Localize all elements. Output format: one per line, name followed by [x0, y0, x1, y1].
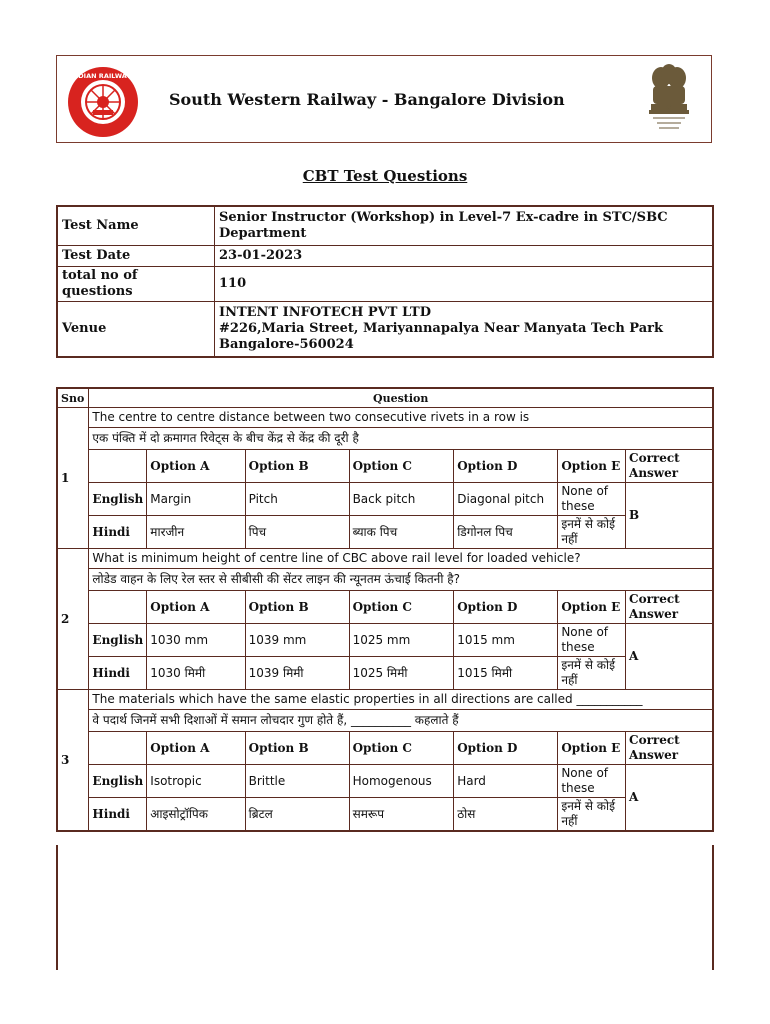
q3-en-option-e: None of these	[558, 765, 626, 798]
test-date-value: 23-01-2023	[215, 246, 714, 267]
organization-title: South Western Railway - Bangalore Division	[169, 90, 565, 109]
option-c-header: Option C	[349, 732, 454, 765]
test-date-label: Test Date	[57, 246, 215, 267]
q1-hi-option-a: मारजीन	[147, 516, 245, 549]
q2-en-option-c: 1025 mm	[349, 624, 454, 657]
q3-hi-option-c: समरूप	[349, 798, 454, 832]
q2-hi-option-c: 1025 मिमी	[349, 657, 454, 690]
venue-label: Venue	[57, 302, 215, 358]
question-2-hindi-text: लोडेड वाहन के लिए रेल स्तर से सीबीसी की सेंटर लाइन की न्यूनतम ऊंचाई कितनी है?	[89, 569, 713, 591]
venue-row	[57, 302, 713, 358]
q1-hi-option-e: इनमें से कोई नहीं	[558, 516, 626, 549]
total-questions-value: 110	[215, 267, 714, 302]
sno-header: Sno	[57, 388, 89, 408]
question-2-options-header	[57, 591, 713, 624]
venue-line-1: INTENT INFOTECH PVT LTD	[219, 305, 431, 320]
test-info-table	[56, 205, 714, 358]
q3-en-option-d: Hard	[454, 765, 558, 798]
q3-hi-option-b: ब्रिटल	[245, 798, 349, 832]
q2-hi-option-b: 1039 मिमी	[245, 657, 349, 690]
empty-cell	[89, 732, 147, 765]
q3-hi-option-e: इनमें से कोई नहीं	[558, 798, 626, 832]
questions-table	[56, 387, 714, 832]
venue-line-3: Bangalore-560024	[219, 337, 354, 352]
q3-hi-option-a: आइसोट्रॉपिक	[147, 798, 245, 832]
hindi-label: Hindi	[89, 657, 147, 690]
option-a-header: Option A	[147, 591, 245, 624]
q1-hi-option-d: डिगोनल पिच	[454, 516, 558, 549]
question-3-english-options	[57, 765, 713, 798]
option-a-header: Option A	[147, 450, 245, 483]
question-1-options-header	[57, 450, 713, 483]
question-1-hindi-row	[57, 428, 713, 450]
option-b-header: Option B	[245, 591, 349, 624]
q2-hi-option-e: इनमें से कोई नहीं	[558, 657, 626, 690]
option-c-header: Option C	[349, 450, 454, 483]
q1-hi-option-c: ब्याक पिच	[349, 516, 454, 549]
q3-en-option-b: Brittle	[245, 765, 349, 798]
q1-correct-answer: B	[626, 483, 713, 549]
question-2-hindi-options	[57, 657, 713, 690]
q2-hi-option-a: 1030 मिमी	[147, 657, 245, 690]
question-2-english-text: What is minimum height of centre line of CBC above rail level for loaded vehicle?	[89, 549, 713, 569]
question-2-english-row	[57, 549, 713, 569]
page-border-right	[712, 845, 714, 970]
question-1-hindi-text: एक पंक्ति में दो क्रमागत रिवेट्स के बीच केंद्र से केंद्र की दूरी है	[89, 428, 713, 450]
page-title: CBT Test Questions	[302, 167, 468, 185]
correct-answer-header: Correct Answer	[626, 450, 713, 483]
q2-en-option-e: None of these	[558, 624, 626, 657]
question-3-hindi-options	[57, 798, 713, 832]
q1-en-option-a: Margin	[147, 483, 245, 516]
question-1-hindi-options	[57, 516, 713, 549]
option-c-header: Option C	[349, 591, 454, 624]
option-e-header: Option E	[558, 450, 626, 483]
question-3-sno: 3	[57, 690, 89, 832]
q3-hi-option-d: ठोस	[454, 798, 558, 832]
option-d-header: Option D	[454, 591, 558, 624]
test-date-row	[57, 246, 713, 267]
english-label: English	[89, 624, 147, 657]
venue-value	[215, 302, 714, 358]
option-e-header: Option E	[558, 591, 626, 624]
option-d-header: Option D	[454, 732, 558, 765]
question-3-options-header	[57, 732, 713, 765]
q1-en-option-c: Back pitch	[349, 483, 454, 516]
correct-answer-header: Correct Answer	[626, 732, 713, 765]
q1-hi-option-b: पिच	[245, 516, 349, 549]
q3-en-option-a: Isotropic	[147, 765, 245, 798]
indian-railways-logo	[67, 66, 139, 138]
question-header: Question	[89, 388, 713, 408]
question-3-english-row	[57, 690, 713, 710]
english-label: English	[89, 765, 147, 798]
question-1-english-row	[57, 408, 713, 428]
venue-line-2: #226,Maria Street, Mariyannapalya Near Manyata Tech Park	[219, 321, 664, 336]
document-header	[56, 55, 712, 143]
question-2-sno: 2	[57, 549, 89, 690]
question-1-sno: 1	[57, 408, 89, 549]
question-3-english-text: The materials which have the same elastic properties in all directions are called ___________	[89, 690, 713, 710]
test-name-row	[57, 206, 713, 246]
hindi-label: Hindi	[89, 516, 147, 549]
q2-en-option-b: 1039 mm	[245, 624, 349, 657]
question-1-english-options	[57, 483, 713, 516]
q1-en-option-e: None of these	[558, 483, 626, 516]
q3-en-option-c: Homogenous	[349, 765, 454, 798]
empty-cell	[89, 591, 147, 624]
question-2-hindi-row	[57, 569, 713, 591]
q2-en-option-a: 1030 mm	[147, 624, 245, 657]
q2-correct-answer: A	[626, 624, 713, 690]
test-name-label: Test Name	[57, 206, 215, 246]
q2-en-option-d: 1015 mm	[454, 624, 558, 657]
q2-hi-option-d: 1015 मिमी	[454, 657, 558, 690]
national-emblem-icon	[639, 60, 699, 136]
option-d-header: Option D	[454, 450, 558, 483]
english-label: English	[89, 483, 147, 516]
correct-answer-header: Correct Answer	[626, 591, 713, 624]
question-2-english-options	[57, 624, 713, 657]
svg-text:INDIAN RAILWAYS: INDIAN RAILWAYS	[70, 72, 136, 80]
question-1-english-text: The centre to centre distance between two consecutive rivets in a row is	[89, 408, 713, 428]
q1-en-option-d: Diagonal pitch	[454, 483, 558, 516]
empty-cell	[89, 450, 147, 483]
page-border-left	[56, 845, 58, 970]
option-b-header: Option B	[245, 450, 349, 483]
option-b-header: Option B	[245, 732, 349, 765]
question-3-hindi-row	[57, 710, 713, 732]
question-3-hindi-text: वे पदार्थ जिनमें सभी दिशाओं में समान लोचदार गुण होते हैं, __________ कहलाते हैं	[89, 710, 713, 732]
option-a-header: Option A	[147, 732, 245, 765]
questions-header-row	[57, 388, 713, 408]
total-questions-label: total no of questions	[57, 267, 215, 302]
q1-en-option-b: Pitch	[245, 483, 349, 516]
hindi-label: Hindi	[89, 798, 147, 832]
q3-correct-answer: A	[626, 765, 713, 832]
test-name-value: Senior Instructor (Workshop) in Level-7 Ex-cadre in STC/SBC Department	[215, 206, 714, 246]
option-e-header: Option E	[558, 732, 626, 765]
total-questions-row	[57, 267, 713, 302]
